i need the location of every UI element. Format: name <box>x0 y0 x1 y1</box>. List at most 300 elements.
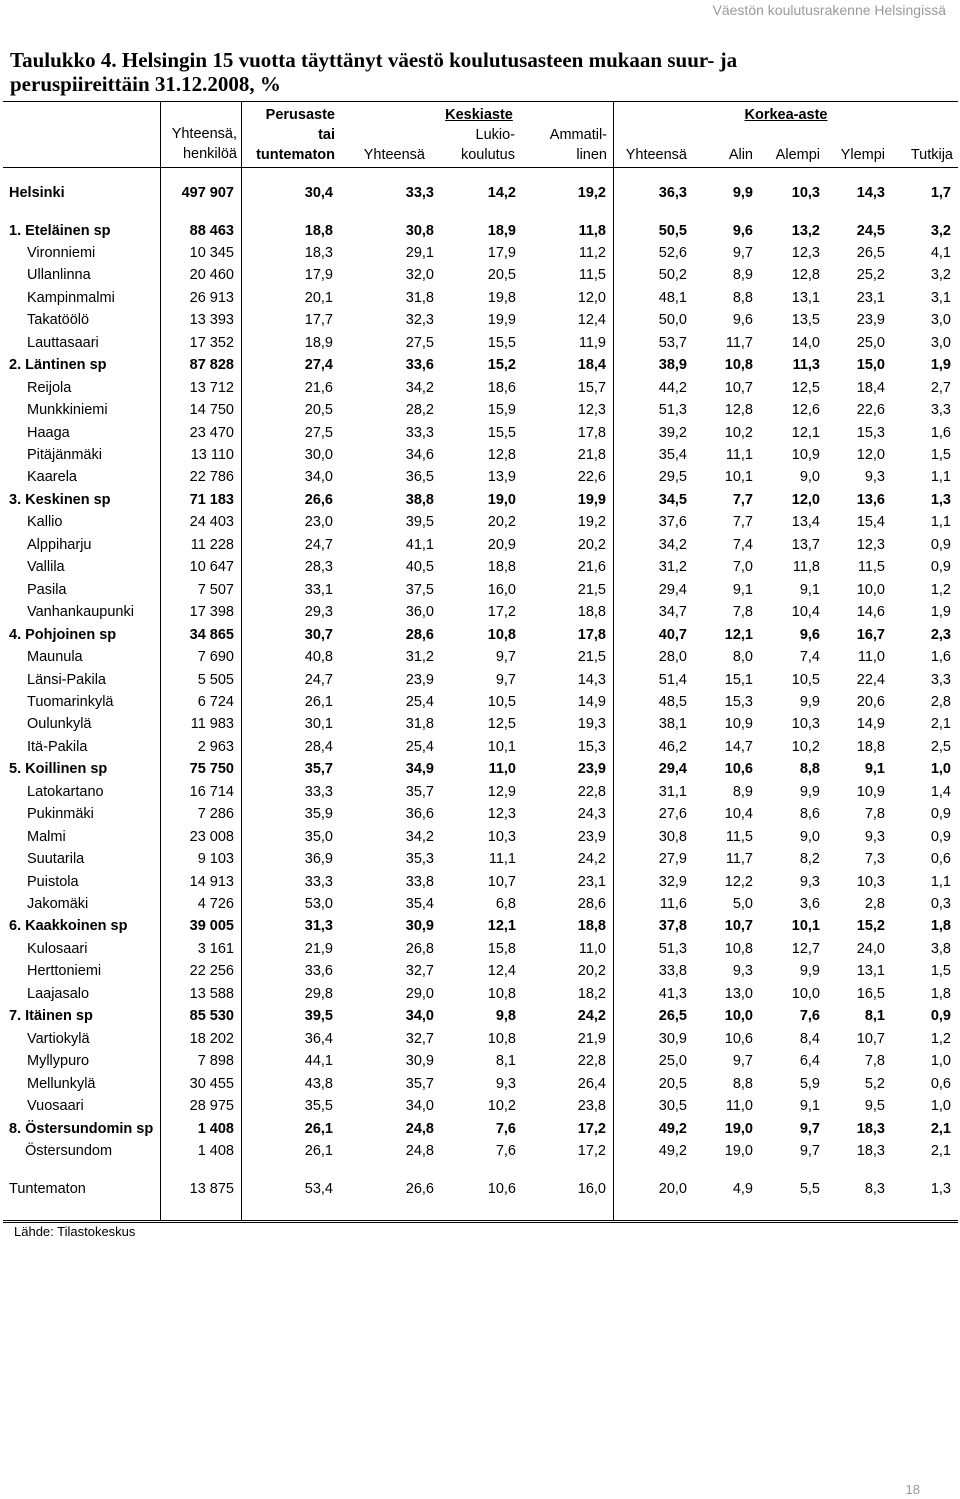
table-cell: 7,3 <box>864 851 885 868</box>
table-cell: 10,4 <box>724 806 753 823</box>
header-vocational: Ammatil- linen <box>549 127 607 163</box>
table-cell: 22 786 <box>189 469 234 486</box>
table-cell: 24,2 <box>577 1008 606 1025</box>
table-cell: 22,4 <box>856 671 885 688</box>
table-cell: 87 828 <box>189 357 234 374</box>
table-cell: 21,6 <box>577 559 606 576</box>
header-tertiary-group: Korkea-aste <box>744 107 828 123</box>
table-cell: 14,9 <box>856 716 885 733</box>
table-cell: 35,7 <box>304 761 333 778</box>
table-cell: 12,2 <box>724 873 753 890</box>
table-cell: 7,7 <box>732 491 753 508</box>
table-cell: 7 286 <box>197 806 234 823</box>
table-cell: 1,2 <box>930 1030 951 1047</box>
table-row <box>3 1095 958 1117</box>
table-cell: 19,8 <box>487 289 516 306</box>
table-cell: 0,3 <box>930 896 951 912</box>
table-row <box>3 332 958 354</box>
table-cell: 25,0 <box>856 334 885 351</box>
table-cell: 12,0 <box>577 289 606 306</box>
table-cell: 29,1 <box>405 244 434 261</box>
table-cell: 28,6 <box>577 896 606 912</box>
table-cell: 20,2 <box>577 536 606 553</box>
table-cell: 10,2 <box>791 738 820 755</box>
table-cell: 9 103 <box>197 851 234 868</box>
table-cell: 10,8 <box>724 940 753 957</box>
table-row <box>3 264 958 286</box>
table-cell: 17,7 <box>304 312 333 329</box>
table-cell: 21,9 <box>577 1030 606 1047</box>
table-cell: 2,1 <box>930 1142 951 1159</box>
table-cell: 10,6 <box>487 1181 516 1198</box>
table-cell: 9,5 <box>864 1098 885 1114</box>
table-cell: 5 505 <box>197 671 234 688</box>
table-cell: 7,4 <box>732 536 753 553</box>
table-cell: 10,3 <box>791 185 820 201</box>
table-cell: 37,6 <box>658 514 687 531</box>
table-cell: 19,0 <box>724 1142 753 1159</box>
table-row <box>3 646 958 668</box>
header-rule <box>3 167 958 168</box>
table-cell: 3,2 <box>930 222 951 239</box>
table-cell: 88 463 <box>189 222 234 239</box>
table-cell: 10,5 <box>791 671 820 688</box>
table-cell: 15,5 <box>487 334 516 351</box>
table-cell: 12,1 <box>791 424 820 441</box>
table-cell: 10,7 <box>724 379 753 396</box>
table-cell: 6,4 <box>799 1053 820 1070</box>
table-cell: 7 690 <box>197 649 234 665</box>
header-lowest-tertiary: Alin <box>728 147 753 163</box>
table-cell: 46,2 <box>658 738 687 755</box>
table-cell: 12,0 <box>856 447 885 463</box>
table-cell: 35,4 <box>405 896 434 912</box>
table-cell: 13 393 <box>189 312 234 329</box>
table-cell: 18,2 <box>577 985 606 1002</box>
table-cell: 12,4 <box>577 312 606 329</box>
table-cell: 8,1 <box>864 1008 885 1025</box>
table-cell: 12,8 <box>724 402 753 419</box>
table-cell: 28,2 <box>405 402 434 419</box>
row-label: Kaarela <box>27 469 77 486</box>
row-label: Latokartano <box>27 783 104 800</box>
table-row <box>3 781 958 803</box>
row-label: 2. Läntinen sp <box>9 357 107 374</box>
table-row <box>3 669 958 691</box>
table-cell: 27,5 <box>304 424 333 441</box>
table-cell: 8,0 <box>732 649 753 665</box>
table-cell: 5,2 <box>864 1075 885 1092</box>
table-cell: 12,4 <box>487 963 516 980</box>
table-cell: 24,3 <box>577 806 606 823</box>
page-number: 18 <box>905 1482 920 1497</box>
table-cell: 0,9 <box>930 1008 951 1025</box>
table-cell: 52,6 <box>658 244 687 261</box>
row-label: Vartiokylä <box>27 1030 90 1047</box>
table-cell: 4 726 <box>197 896 234 912</box>
table-cell: 7,0 <box>732 559 753 576</box>
row-label: Malmi <box>27 828 66 845</box>
table-cell: 9,7 <box>732 1053 753 1070</box>
table-cell: 13,2 <box>791 222 820 239</box>
table-row <box>3 983 958 1005</box>
table-row <box>3 601 958 623</box>
table-cell: 12,5 <box>487 716 516 733</box>
row-label: 7. Itäinen sp <box>9 1008 93 1025</box>
table-cell: 25,4 <box>405 738 434 755</box>
table-cell: 14,6 <box>856 604 885 621</box>
table-row <box>3 354 958 376</box>
table-cell: 11,3 <box>792 357 820 374</box>
row-label: Pitäjänmäki <box>27 447 102 463</box>
table-cell: 9,3 <box>732 963 753 980</box>
row-label: Munkkiniemi <box>27 402 108 419</box>
table-cell: 50,2 <box>658 267 687 284</box>
table-row <box>3 182 958 204</box>
table-cell: 1,1 <box>930 873 951 890</box>
table-cell: 20,1 <box>304 289 333 306</box>
table-cell: 12,3 <box>487 806 516 823</box>
table-cell: 9,3 <box>864 469 885 486</box>
table-cell: 10,8 <box>487 985 516 1002</box>
table-cell: 48,5 <box>658 694 687 710</box>
table-cell: 18,8 <box>577 604 606 621</box>
row-label: Suutarila <box>27 851 85 868</box>
table-cell: 9,3 <box>799 873 820 890</box>
table-cell: 21,9 <box>304 940 333 957</box>
row-label: Laajasalo <box>27 985 90 1002</box>
table-cell: 3 161 <box>197 940 234 957</box>
table-cell: 18,9 <box>487 222 516 239</box>
table-cell: 24,8 <box>405 1120 434 1137</box>
table-cell: 13,1 <box>791 289 820 306</box>
table-cell: 25,0 <box>658 1053 687 1070</box>
table-cell: 10,9 <box>724 716 753 733</box>
table-cell: 75 750 <box>189 761 234 778</box>
table-cell: 15,9 <box>487 402 516 419</box>
table-cell: 19,3 <box>577 716 606 733</box>
table-cell: 48,1 <box>658 289 687 306</box>
table-cell: 23,1 <box>577 873 606 890</box>
table-cell: 11,2 <box>578 244 606 261</box>
table-cell: 34,9 <box>405 761 434 778</box>
table-cell: 11,0 <box>725 1098 753 1114</box>
table-cell: 9,9 <box>799 963 820 980</box>
table-cell: 39 005 <box>189 918 234 935</box>
table-cell: 7,6 <box>799 1008 820 1025</box>
table-cell: 3,3 <box>930 671 951 688</box>
table-cell: 0,9 <box>930 828 951 845</box>
table-cell: 37,8 <box>658 918 687 935</box>
table-cell: 15,2 <box>856 918 885 935</box>
table-cell: 18,4 <box>856 379 885 396</box>
table-cell: 10,5 <box>487 694 516 710</box>
table-cell: 33,3 <box>304 783 333 800</box>
table-cell: 9,8 <box>495 1008 516 1025</box>
table-cell: 11,7 <box>725 334 753 351</box>
table-row <box>3 309 958 331</box>
table-cell: 23,1 <box>856 289 885 306</box>
table-cell: 10,3 <box>856 873 885 890</box>
table-cell: 27,5 <box>405 334 434 351</box>
table-cell: 15,4 <box>856 514 885 531</box>
table-cell: 24,7 <box>304 671 333 688</box>
table-cell: 22 256 <box>189 963 234 980</box>
table-cell: 15,5 <box>487 424 516 441</box>
table-cell: 35,7 <box>405 1075 434 1092</box>
table-cell: 18,8 <box>577 918 606 935</box>
table-cell: 10,0 <box>856 581 885 598</box>
table-cell: 10,0 <box>724 1008 753 1025</box>
table-cell: 10,4 <box>791 604 820 621</box>
table-cell: 20 460 <box>189 267 234 284</box>
row-label: Alppiharju <box>27 536 92 553</box>
table-cell: 18 202 <box>189 1030 234 1047</box>
table-cell: 11,5 <box>725 828 753 845</box>
table-cell: 34,2 <box>658 536 687 553</box>
table-cell: 11,5 <box>578 267 606 284</box>
row-label: 6. Kaakkoinen sp <box>9 918 128 935</box>
table-cell: 13,6 <box>856 491 885 508</box>
table-cell: 10 647 <box>189 559 234 576</box>
table-cell: 39,5 <box>405 514 434 531</box>
table-cell: 14,0 <box>791 334 820 351</box>
row-label: Puistola <box>27 873 79 890</box>
table-cell: 18,4 <box>577 357 606 374</box>
table-cell: 29,5 <box>658 469 687 486</box>
table-cell: 13,0 <box>724 985 753 1002</box>
table-cell: 11,8 <box>578 222 606 239</box>
table-cell: 1,8 <box>930 985 951 1002</box>
table-cell: 21,8 <box>577 447 606 463</box>
table-cell: 35,3 <box>405 851 434 868</box>
table-cell: 23,9 <box>577 828 606 845</box>
table-cell: 26,5 <box>658 1008 687 1025</box>
table-cell: 20,5 <box>658 1075 687 1092</box>
table-cell: 33,8 <box>405 873 434 890</box>
table-cell: 23,9 <box>405 671 434 688</box>
table-cell: 9,9 <box>799 783 820 800</box>
table-cell: 2,1 <box>930 1120 951 1137</box>
table-cell: 11 228 <box>190 536 234 553</box>
table-cell: 27,4 <box>304 357 333 374</box>
table-row <box>3 713 958 735</box>
table-row <box>3 377 958 399</box>
row-label: Vironniemi <box>27 244 96 261</box>
table-cell: 10,6 <box>724 1030 753 1047</box>
table-cell: 39,2 <box>658 424 687 441</box>
table-cell: 40,7 <box>658 626 687 643</box>
row-label: 1. Eteläinen sp <box>9 222 111 239</box>
table-cell: 7,8 <box>864 806 885 823</box>
table-cell: 13 110 <box>190 447 234 463</box>
table-cell: 12,8 <box>487 447 516 463</box>
table-cell: 1,7 <box>930 185 951 201</box>
table-cell: 26,6 <box>405 1181 434 1198</box>
header-research: Tutkija <box>910 147 953 163</box>
table-cell: 53,4 <box>304 1181 333 1198</box>
table-cell: 18,3 <box>304 244 333 261</box>
row-label: 8. Östersundomin sp <box>9 1120 154 1137</box>
table-cell: 5,5 <box>799 1181 820 1198</box>
table-cell: 13 588 <box>189 985 234 1002</box>
table-cell: 1,1 <box>930 514 951 531</box>
table-cell: 23,9 <box>577 761 606 778</box>
table-row <box>3 624 958 646</box>
table-cell: 3,2 <box>930 267 951 284</box>
row-label: 3. Keskinen sp <box>9 491 111 508</box>
header-higher-tertiary: Ylempi <box>840 147 885 163</box>
table-cell: 51,3 <box>658 940 687 957</box>
table-cell: 32,9 <box>658 873 687 890</box>
table-cell: 29,8 <box>304 985 333 1002</box>
table-cell: 10,2 <box>724 424 753 441</box>
table-row <box>3 242 958 264</box>
table-cell: 40,5 <box>405 559 434 576</box>
table-cell: 9,3 <box>495 1075 516 1092</box>
table-cell: 3,0 <box>930 334 951 351</box>
table-cell: 26,4 <box>577 1075 606 1092</box>
table-cell: 17,8 <box>577 424 606 441</box>
table-cell: 20,0 <box>658 1181 687 1198</box>
row-label: Kampinmalmi <box>27 289 115 306</box>
table-cell: 2,7 <box>930 379 951 396</box>
table-cell: 7 898 <box>197 1053 234 1070</box>
table-cell: 2,1 <box>930 716 951 733</box>
table-cell: 30,8 <box>658 828 687 845</box>
table-cell: 33,3 <box>405 185 434 201</box>
table-cell: 39,5 <box>304 1008 333 1025</box>
header-lower-tertiary: Alempi <box>775 147 820 163</box>
table-cell: 27,6 <box>658 806 687 823</box>
table-cell: 32,3 <box>405 312 434 329</box>
row-label: Pasila <box>27 581 67 598</box>
table-cell: 15,7 <box>577 379 606 396</box>
table-cell: 15,3 <box>724 694 753 710</box>
table-cell: 12,1 <box>724 626 753 643</box>
table-row <box>3 422 958 444</box>
table-row <box>3 579 958 601</box>
table-cell: 17,9 <box>304 267 333 284</box>
table-cell: 30,9 <box>405 1053 434 1070</box>
table-cell: 11,7 <box>725 851 753 868</box>
table-cell: 16 714 <box>189 783 234 800</box>
table-row <box>3 803 958 825</box>
table-cell: 9,1 <box>864 761 885 778</box>
table-cell: 23 008 <box>189 828 234 845</box>
row-label: Ullanlinna <box>27 267 91 284</box>
table-cell: 11,0 <box>578 940 606 957</box>
table-cell: 7,4 <box>799 649 820 665</box>
table-cell: 0,9 <box>930 559 951 576</box>
table-cell: 10,1 <box>791 918 820 935</box>
table-cell: 20,5 <box>487 267 516 284</box>
table-cell: 34,7 <box>658 604 687 621</box>
table-cell: 3,3 <box>930 402 951 419</box>
table-cell: 12,3 <box>577 402 606 419</box>
table-cell: 14,9 <box>577 694 606 710</box>
table-cell: 34,0 <box>304 469 333 486</box>
row-label: Haaga <box>27 424 70 441</box>
table-cell: 10,8 <box>487 1030 516 1047</box>
table-cell: 34,5 <box>658 491 687 508</box>
table-cell: 18,3 <box>856 1120 885 1137</box>
table-cell: 30,8 <box>405 222 434 239</box>
table-cell: 7,8 <box>732 604 753 621</box>
table-cell: 33,3 <box>304 873 333 890</box>
table-row <box>3 848 958 870</box>
table-cell: 15,2 <box>487 357 516 374</box>
table-cell: 21,6 <box>304 379 333 396</box>
table-cell: 19,0 <box>487 491 516 508</box>
table-cell: 3,0 <box>930 312 951 329</box>
table-cell: 12,8 <box>791 267 820 284</box>
table-cell: 31,8 <box>405 716 434 733</box>
table-cell: 28 975 <box>189 1098 234 1114</box>
table-cell: 51,4 <box>658 671 687 688</box>
table-cell: 1,1 <box>930 469 951 486</box>
table-row <box>3 1050 958 1072</box>
table-row <box>3 287 958 309</box>
table-cell: 17,2 <box>577 1120 606 1137</box>
table-cell: 10,9 <box>791 447 820 463</box>
table-cell: 9,0 <box>799 828 820 845</box>
table-cell: 7 507 <box>197 581 234 598</box>
table-row <box>3 871 958 893</box>
table-cell: 18,9 <box>304 334 333 351</box>
table-cell: 17,2 <box>487 604 516 621</box>
table-cell: 11,0 <box>488 761 516 778</box>
table-cell: 35,0 <box>304 828 333 845</box>
source-note: Lähde: Tilastokeskus <box>14 1224 136 1239</box>
table-row <box>3 758 958 780</box>
table-cell: 25,4 <box>405 694 434 710</box>
table-cell: 38,9 <box>658 357 687 374</box>
table-cell: 18,8 <box>856 738 885 755</box>
table-cell: 8,6 <box>799 806 820 823</box>
table-cell: 9,6 <box>732 312 753 329</box>
table-cell: 28,4 <box>304 738 333 755</box>
row-label: Vuosaari <box>27 1098 84 1114</box>
row-label: Vanhankaupunki <box>27 604 134 621</box>
table-cell: 31,2 <box>405 649 434 665</box>
table-cell: 14 913 <box>189 873 234 890</box>
table-cell: 1,9 <box>930 357 951 374</box>
row-label: Mellunkylä <box>27 1075 96 1092</box>
table-cell: 26,1 <box>304 1120 333 1137</box>
table-cell: 50,0 <box>658 312 687 329</box>
table-cell: 15,8 <box>487 940 516 957</box>
table-cell: 71 183 <box>189 491 234 508</box>
table-row <box>3 893 958 915</box>
table-cell: 35,7 <box>405 783 434 800</box>
table-cell: 19,2 <box>577 514 606 531</box>
table-row <box>3 466 958 488</box>
table-cell: 0,9 <box>930 806 951 823</box>
table-cell: 10,8 <box>487 626 516 643</box>
table-cell: 1,0 <box>930 1098 951 1114</box>
table-cell: 36,5 <box>405 469 434 486</box>
table-cell: 9,1 <box>799 581 820 598</box>
table-cell: 22,6 <box>856 402 885 419</box>
table-cell: 8,9 <box>732 267 753 284</box>
table-cell: 21,5 <box>577 581 606 598</box>
table-cell: 43,8 <box>304 1075 333 1092</box>
table-cell: 33,3 <box>405 424 434 441</box>
table-cell: 33,6 <box>304 963 333 980</box>
table-cell: 53,0 <box>304 896 333 912</box>
table-cell: 18,8 <box>487 559 516 576</box>
